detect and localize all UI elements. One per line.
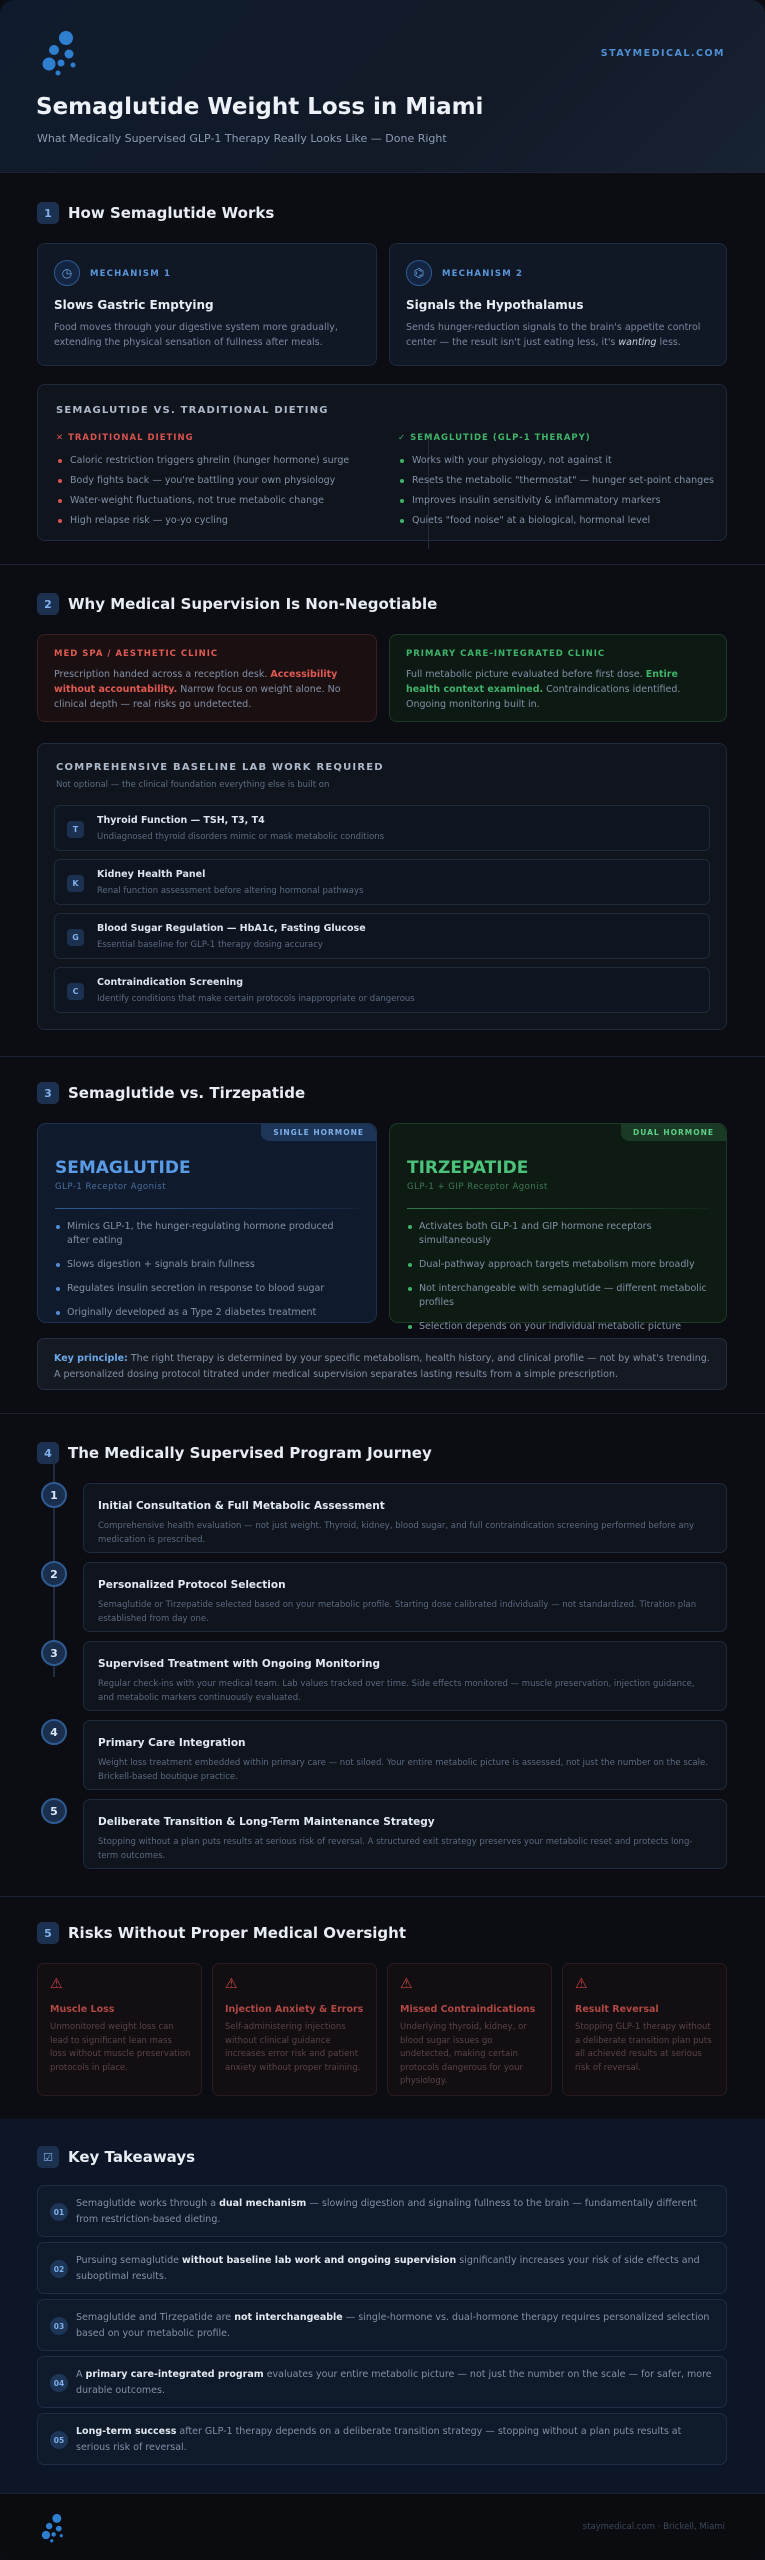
section-number: 1 — [37, 202, 59, 224]
takeaway-number: 01 — [50, 2203, 68, 2221]
medspa-body: Prescription handed across a reception desk. Accessibility without accountability. Narrow focus on weight alone. No clinical depth — real risks go undetected. — [54, 669, 341, 710]
section-divider — [0, 1896, 765, 1897]
list-item: Regulates insulin secretion in response to blood sugar — [55, 1282, 359, 1296]
takeaway-text: Semaglutide and Tirzepatide are not interchangeable — single-hormone vs. dual-hormone therapy requires personalized selection based on your metabolic profile. — [76, 2312, 710, 2339]
page-subtitle: What Medically Supervised GLP-1 Therapy Really Looks Like — Done Right — [37, 132, 447, 145]
mechanism-card — [37, 243, 377, 366]
list-item: Selection depends on your individual metabolic picture — [407, 1320, 709, 1334]
medspa-card — [37, 634, 377, 722]
step-body: Semaglutide or Tirzepatide selected based on your metabolic profile. Starting dose calibrated individually — not standardized. Titration plan established from day one. — [98, 1600, 697, 1624]
list-item: Quiets "food noise" at a biological, hormonal level — [398, 511, 718, 531]
takeaway-number: 05 — [50, 2431, 68, 2449]
semaglutide-heading: ✓ SEMAGLUTIDE (GLP-1 THERAPY) — [398, 433, 591, 443]
drug-name: SEMAGLUTIDE — [55, 1158, 191, 1178]
mechanism-body: Food moves through your digestive system more gradually, extending the physical sensation of fullness after meals. — [54, 322, 338, 348]
lab-name: Blood Sugar Regulation — HbA1c, Fasting Glucose — [97, 923, 366, 934]
lab-name: Kidney Health Panel — [97, 869, 206, 880]
page-title: Semaglutide Weight Loss in Miami — [36, 94, 484, 120]
step-number: 4 — [41, 1719, 67, 1745]
step-number: 3 — [41, 1640, 67, 1666]
step-title: Deliberate Transition & Long-Term Maintenance Strategy — [98, 1816, 435, 1828]
drug-divider — [407, 1208, 709, 1209]
medspa-label: MED SPA / AESTHETIC CLINIC — [54, 649, 219, 659]
section-number: 2 — [37, 593, 59, 615]
journey-step — [83, 1562, 727, 1632]
mechanism-title: Signals the Hypothalamus — [406, 298, 584, 312]
step-number: 1 — [41, 1482, 67, 1508]
step-body: Weight loss treatment embedded within primary care — not siloed. Your entire metabolic picture is assessed, not just the number on the scale. Brickell-based boutique practice. — [98, 1758, 708, 1782]
traditional-heading: ✕ TRADITIONAL DIETING — [56, 433, 194, 443]
drug-subtitle: GLP-1 Receptor Agonist — [55, 1182, 167, 1192]
section-number: 4 — [37, 1442, 59, 1464]
lab-work-card — [37, 743, 727, 1030]
lab-item — [54, 805, 710, 851]
list-item: Mimics GLP-1, the hunger-regulating hormone produced after eating — [55, 1220, 359, 1248]
list-item: Originally developed as a Type 2 diabetes treatment — [55, 1306, 359, 1320]
lab-item — [54, 913, 710, 959]
primary-care-card — [389, 634, 727, 722]
list-item: Caloric restriction triggers ghrelin (hunger hormone) surge — [56, 451, 376, 471]
takeaway-item — [37, 2413, 727, 2465]
lab-item — [54, 967, 710, 1013]
drug-subtitle: GLP-1 + GIP Receptor Agonist — [407, 1182, 548, 1192]
takeaway-text: Pursuing semaglutide without baseline lab work and ongoing supervision significantly increases your risk of side effects and suboptimal results. — [76, 2255, 700, 2282]
drug-name: TIRZEPATIDE — [407, 1158, 529, 1178]
primary-care-label: PRIMARY CARE-INTEGRATED CLINIC — [406, 649, 606, 659]
mechanism-card — [389, 243, 727, 366]
brain-icon: ⌬ — [406, 260, 432, 286]
dual-hormone-badge: DUAL HORMONE — [621, 1124, 726, 1141]
lab-badge: C — [67, 983, 84, 1000]
lab-desc: Identify conditions that make certain protocols inappropriate or dangerous — [97, 994, 415, 1004]
section-title: The Medically Supervised Program Journey — [68, 1444, 432, 1462]
step-title: Initial Consultation & Full Metabolic Assessment — [98, 1500, 385, 1512]
lab-badge: G — [67, 929, 84, 946]
comparison-title: SEMAGLUTIDE VS. TRADITIONAL DIETING — [56, 405, 329, 416]
takeaway-item — [37, 2299, 727, 2351]
section-title: Key Takeaways — [68, 2148, 196, 2166]
risk-card — [562, 1963, 727, 2096]
takeaway-number: 03 — [50, 2317, 68, 2335]
section-title: Why Medical Supervision Is Non-Negotiable — [68, 595, 438, 613]
semaglutide-list — [55, 1220, 359, 1330]
mechanism-body: Sends hunger-reduction signals to the brain's appetite control center — the result isn't just eating less, it's wanting less. — [406, 322, 701, 348]
mechanism-label: MECHANISM 2 — [442, 269, 524, 279]
section-number: 3 — [37, 1082, 59, 1104]
list-item: Works with your physiology, not against it — [398, 451, 718, 471]
risk-body: Stopping GLP-1 therapy without a deliberate transition plan puts all achieved results at serious risk of reversal. — [575, 2022, 712, 2073]
journey-step — [83, 1720, 727, 1790]
journey-step — [83, 1483, 727, 1553]
takeaway-number: 04 — [50, 2374, 68, 2392]
section-title: How Semaglutide Works — [68, 204, 275, 222]
journey-step — [83, 1799, 727, 1869]
risk-body: Underlying thyroid, kidney, or blood sugar issues go undetected, making certain protocols dangerous for your physiology. — [400, 2022, 527, 2086]
checklist-icon: ☑ — [37, 2146, 59, 2168]
mechanism-title: Slows Gastric Emptying — [54, 298, 214, 312]
section-title: Risks Without Proper Medical Oversight — [68, 1924, 406, 1942]
risk-card — [212, 1963, 377, 2096]
semaglutide-list — [398, 451, 718, 531]
mechanism-label: MECHANISM 1 — [90, 269, 172, 279]
risk-title: Muscle Loss — [50, 2004, 115, 2015]
warning-icon: ⚠ — [400, 1976, 413, 1992]
logo-icon — [40, 2512, 66, 2544]
section-divider — [0, 1056, 765, 1057]
step-body: Regular check-ins with your medical team. Lab values tracked over time. Side effects monitored — muscle preservation, injection guidance, and metabolic markers continuously evaluated. — [98, 1679, 695, 1703]
header — [0, 0, 765, 173]
tirzepatide-list — [407, 1220, 709, 1344]
comparison-card — [37, 384, 727, 541]
step-number: 2 — [41, 1561, 67, 1587]
lab-desc: Undiagnosed thyroid disorders mimic or mask metabolic conditions — [97, 832, 385, 842]
step-title: Supervised Treatment with Ongoing Monitoring — [98, 1658, 381, 1670]
site-url[interactable]: STAYMEDICAL.COM — [600, 48, 725, 59]
takeaway-item — [37, 2185, 727, 2237]
list-item: Slows digestion + signals brain fullness — [55, 1258, 359, 1272]
section-divider — [0, 1413, 765, 1414]
lab-desc: Essential baseline for GLP-1 therapy dosing accuracy — [97, 940, 323, 950]
tirzepatide-card — [389, 1123, 727, 1332]
lab-badge: K — [67, 875, 84, 892]
lab-name: Thyroid Function — TSH, T3, T4 — [97, 815, 265, 826]
step-title: Personalized Protocol Selection — [98, 1579, 286, 1591]
risk-title: Injection Anxiety & Errors — [225, 2004, 364, 2015]
takeaway-item — [37, 2356, 727, 2408]
lab-work-title: COMPREHENSIVE BASELINE LAB WORK REQUIRED — [56, 762, 384, 773]
step-body: Comprehensive health evaluation — not just weight. Thyroid, kidney, blood sugar, and full contraindication screening performed before any medication is prescribed. — [98, 1521, 695, 1545]
list-item: High relapse risk — yo-yo cycling — [56, 511, 376, 531]
section-number: 5 — [37, 1922, 59, 1944]
primary-care-body: Full metabolic picture evaluated before first dose. Entire health context examined. Contraindications identified. Ongoing monitoring built in. — [406, 669, 681, 710]
risk-title: Missed Contraindications — [400, 2004, 536, 2015]
warning-icon: ⚠ — [225, 1976, 238, 1992]
section-title: Semaglutide vs. Tirzepatide — [68, 1084, 306, 1102]
risk-body: Self-administering injections without clinical guidance increases error risk and patient anxiety without proper training. — [225, 2022, 361, 2073]
single-hormone-badge: SINGLE HORMONE — [261, 1124, 376, 1141]
clock-icon: ◷ — [54, 260, 80, 286]
list-item: Water-weight fluctuations, not true metabolic change — [56, 491, 376, 511]
lab-name: Contraindication Screening — [97, 977, 244, 988]
list-item: Body fights back — you're battling your own physiology — [56, 471, 376, 491]
list-item: Dual-pathway approach targets metabolism more broadly — [407, 1258, 709, 1272]
takeaway-text: Semaglutide works through a dual mechanism — slowing digestion and signaling fullness to the brain — fundamentally different from restriction-based dieting. — [76, 2198, 697, 2225]
journey-step — [83, 1641, 727, 1711]
key-principle: Key principle: The right therapy is determined by your specific metabolism, health history, and clinical profile — not by what's trending. A personalized dosing protocol titrated under medical supervision separates lasting results from a simple prescription. — [37, 1338, 727, 1390]
takeaway-number: 02 — [50, 2260, 68, 2278]
footer-text: staymedical.com · Brickell, Miami — [582, 2522, 725, 2532]
step-number: 5 — [41, 1798, 67, 1824]
lab-work-subtitle: Not optional — the clinical foundation everything else is built on — [56, 780, 330, 790]
risk-card — [387, 1963, 552, 2096]
lab-desc: Renal function assessment before altering hormonal pathways — [97, 886, 364, 896]
list-item: Activates both GLP-1 and GIP hormone receptors simultaneously — [407, 1220, 709, 1248]
step-body: Stopping without a plan puts results at serious risk of reversal. A structured exit strategy preserves your metabolic reset and protects long-term outcomes. — [98, 1837, 693, 1861]
traditional-list — [56, 451, 376, 531]
takeaway-text: Long-term success after GLP-1 therapy depends on a deliberate transition strategy — stopping without a plan puts results at serious risk of reversal. — [76, 2426, 682, 2453]
risk-card — [37, 1963, 202, 2096]
drug-divider — [55, 1208, 359, 1209]
footer — [0, 2493, 765, 2560]
warning-icon: ⚠ — [50, 1976, 63, 1992]
semaglutide-card — [37, 1123, 377, 1323]
warning-icon: ⚠ — [575, 1976, 588, 1992]
lab-badge: T — [67, 821, 84, 838]
takeaway-text: A primary care-integrated program evaluates your entire metabolic picture — not just the number on the scale — for safer, more durable outcomes. — [76, 2369, 712, 2396]
list-item: Resets the metabolic "thermostat" — hunger set-point changes — [398, 471, 718, 491]
logo-icon — [40, 28, 80, 78]
list-item: Not interchangeable with semaglutide — different metabolic profiles — [407, 1282, 709, 1310]
section-divider — [0, 564, 765, 565]
risk-body: Unmonitored weight loss can lead to significant lean mass loss without muscle preservation protocols in place. — [50, 2022, 191, 2073]
risk-title: Result Reversal — [575, 2004, 659, 2015]
takeaway-item — [37, 2242, 727, 2294]
step-title: Primary Care Integration — [98, 1737, 246, 1749]
list-item: Improves insulin sensitivity & inflammatory markers — [398, 491, 718, 511]
lab-item — [54, 859, 710, 905]
